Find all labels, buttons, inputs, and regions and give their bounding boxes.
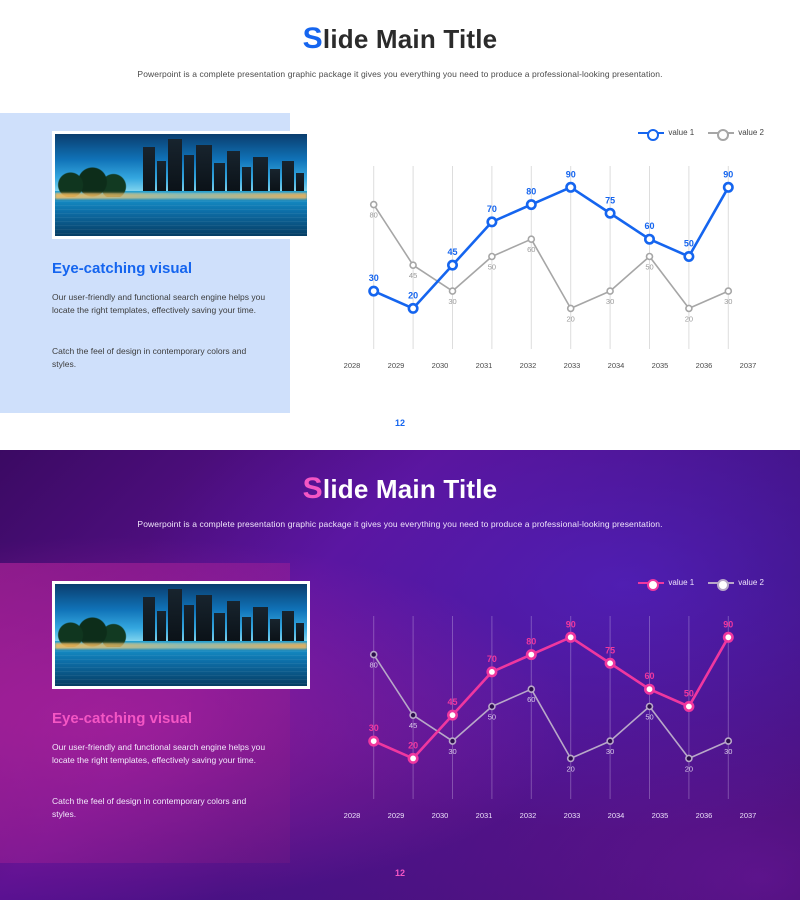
data-point	[647, 254, 653, 260]
chart-x-axis	[330, 811, 770, 820]
page-number: 12	[394, 418, 405, 428]
data-label: 60	[644, 221, 655, 232]
chart-x-axis	[330, 361, 770, 370]
x-tick-label: 2031	[475, 361, 493, 370]
data-label: 80	[369, 210, 378, 220]
page-title	[0, 0, 800, 56]
x-tick-label: 2036	[695, 811, 713, 820]
data-label: 20	[408, 290, 419, 301]
x-tick-label: 2028	[343, 811, 361, 820]
x-tick-label: 2028	[343, 361, 361, 370]
city-skyline-night-photo	[52, 581, 310, 689]
x-tick-label: 2035	[651, 361, 669, 370]
chart-svg	[330, 604, 770, 809]
page-number: 12	[394, 868, 405, 878]
chart-plot-area	[330, 604, 770, 809]
line-chart-dark	[330, 578, 770, 843]
data-point	[606, 209, 614, 217]
x-tick-label: 2032	[519, 811, 537, 820]
chart-legend	[638, 578, 764, 587]
data-label: 60	[527, 245, 536, 255]
data-point	[686, 755, 692, 761]
data-label: 60	[527, 695, 536, 705]
slide-dark	[0, 450, 800, 900]
page-subtitle: Powerpoint is a complete presentation graphic package it gives you everything you need to produce a professional-looking presentation.	[137, 69, 663, 79]
x-tick-label: 2037	[739, 811, 757, 820]
data-point	[607, 738, 613, 744]
legend-label-value1: value 1	[668, 578, 695, 587]
legend-label-value2: value 2	[738, 128, 764, 137]
x-tick-label: 2037	[739, 361, 757, 370]
panel-heading: Eye-catching visual	[52, 260, 193, 277]
data-label: 90	[723, 619, 734, 630]
data-label: 20	[684, 314, 694, 324]
data-label: 20	[566, 764, 575, 774]
data-label: 45	[447, 697, 458, 708]
data-label: 75	[605, 645, 616, 656]
data-label: 80	[526, 186, 537, 197]
title-initial: S	[302, 472, 323, 505]
title-rest: lide Main Title	[322, 474, 498, 504]
data-point	[685, 252, 693, 260]
data-point	[409, 304, 417, 312]
page-subtitle: Powerpoint is a complete presentation graphic package it gives you everything you need to produce a professional-looking presentation.	[137, 519, 663, 529]
data-label: 90	[565, 619, 576, 630]
data-label: 20	[566, 314, 575, 324]
data-label: 30	[605, 747, 615, 757]
data-point	[370, 287, 378, 295]
legend-swatch-value1	[638, 132, 664, 134]
data-label: 30	[448, 297, 457, 307]
data-label: 50	[645, 262, 654, 272]
data-label: 30	[605, 297, 615, 307]
data-point	[528, 686, 534, 692]
title-initial: S	[302, 22, 323, 55]
data-label: 20	[408, 740, 419, 751]
x-tick-label: 2030	[431, 361, 449, 370]
data-point	[567, 633, 575, 641]
data-point	[409, 754, 417, 762]
data-point	[488, 668, 496, 676]
title-rest: lide Main Title	[322, 24, 498, 54]
panel-paragraph-1: Our user-friendly and functional search engine helps you locate the right templates, effectively saving your time.	[52, 742, 266, 766]
legend-label-value1: value 1	[668, 128, 695, 137]
data-point	[568, 755, 574, 761]
data-point	[567, 183, 575, 191]
data-point	[370, 737, 378, 745]
chart-legend	[638, 128, 764, 137]
data-label: 70	[486, 203, 497, 214]
line-chart-light	[330, 128, 770, 393]
data-point	[489, 704, 495, 710]
data-point	[410, 712, 416, 718]
x-tick-label: 2030	[431, 811, 449, 820]
data-label: 80	[369, 660, 378, 670]
data-point	[645, 685, 653, 693]
chart-plot-area	[330, 154, 770, 359]
data-point	[725, 738, 731, 744]
data-point	[647, 704, 653, 710]
data-label: 45	[408, 721, 418, 731]
data-point	[450, 288, 456, 294]
data-label: 30	[724, 297, 733, 307]
legend-label-value2: value 2	[738, 578, 764, 587]
data-label: 80	[526, 636, 537, 647]
page-title	[0, 450, 800, 506]
data-label: 90	[565, 169, 576, 180]
panel-paragraph-2: Catch the feel of design in contemporary colors and styles.	[52, 796, 247, 820]
x-tick-label: 2033	[563, 361, 581, 370]
data-point	[527, 650, 535, 658]
data-label: 30	[368, 723, 379, 734]
x-tick-label: 2035	[651, 811, 669, 820]
data-point	[725, 288, 731, 294]
legend-item-value1[interactable]	[638, 128, 694, 137]
panel-paragraph-1: Our user-friendly and functional search engine helps you locate the right templates, effectively saving your time.	[52, 292, 266, 316]
data-point	[686, 305, 692, 311]
legend-swatch-value2	[708, 582, 734, 584]
data-label: 20	[684, 764, 694, 774]
data-point	[489, 254, 495, 260]
data-point	[488, 218, 496, 226]
panel-paragraph-2: Catch the feel of design in contemporary colors and styles.	[52, 346, 247, 370]
data-point	[527, 200, 535, 208]
data-label: 50	[683, 238, 694, 249]
data-label: 45	[447, 247, 458, 258]
data-label: 75	[605, 195, 616, 206]
data-point	[606, 659, 614, 667]
data-point	[568, 305, 574, 311]
data-label: 45	[408, 271, 418, 281]
x-tick-label: 2029	[387, 361, 405, 370]
x-tick-label: 2029	[387, 811, 405, 820]
data-point	[528, 236, 534, 242]
data-label: 30	[724, 747, 733, 757]
data-point	[371, 202, 377, 208]
data-point	[448, 711, 456, 719]
data-point	[410, 262, 416, 268]
data-point	[724, 183, 732, 191]
legend-item-value2[interactable]	[708, 128, 764, 137]
legend-swatch-value1	[638, 582, 664, 584]
legend-item-value1[interactable]	[638, 578, 694, 587]
data-label: 30	[368, 273, 379, 284]
x-tick-label: 2031	[475, 811, 493, 820]
data-point	[607, 288, 613, 294]
data-point	[645, 235, 653, 243]
legend-swatch-value2	[708, 132, 734, 134]
left-panel-light	[0, 113, 290, 413]
x-tick-label: 2036	[695, 361, 713, 370]
panel-heading: Eye-catching visual	[52, 710, 193, 727]
data-point	[371, 652, 377, 658]
x-tick-label: 2032	[519, 361, 537, 370]
data-label: 60	[644, 671, 655, 682]
data-label: 90	[723, 169, 734, 180]
data-label: 50	[487, 712, 497, 722]
data-label: 70	[486, 653, 497, 664]
data-point	[685, 702, 693, 710]
data-label: 50	[645, 712, 654, 722]
data-point	[450, 738, 456, 744]
data-label: 50	[683, 688, 694, 699]
left-panel-dark	[0, 563, 290, 863]
legend-item-value2[interactable]	[708, 578, 764, 587]
data-point	[724, 633, 732, 641]
data-point	[448, 261, 456, 269]
x-tick-label: 2033	[563, 811, 581, 820]
data-label: 30	[448, 747, 457, 757]
chart-svg	[330, 154, 770, 359]
x-tick-label: 2034	[607, 811, 625, 820]
x-tick-label: 2034	[607, 361, 625, 370]
data-label: 50	[487, 262, 497, 272]
city-skyline-night-photo	[52, 131, 310, 239]
